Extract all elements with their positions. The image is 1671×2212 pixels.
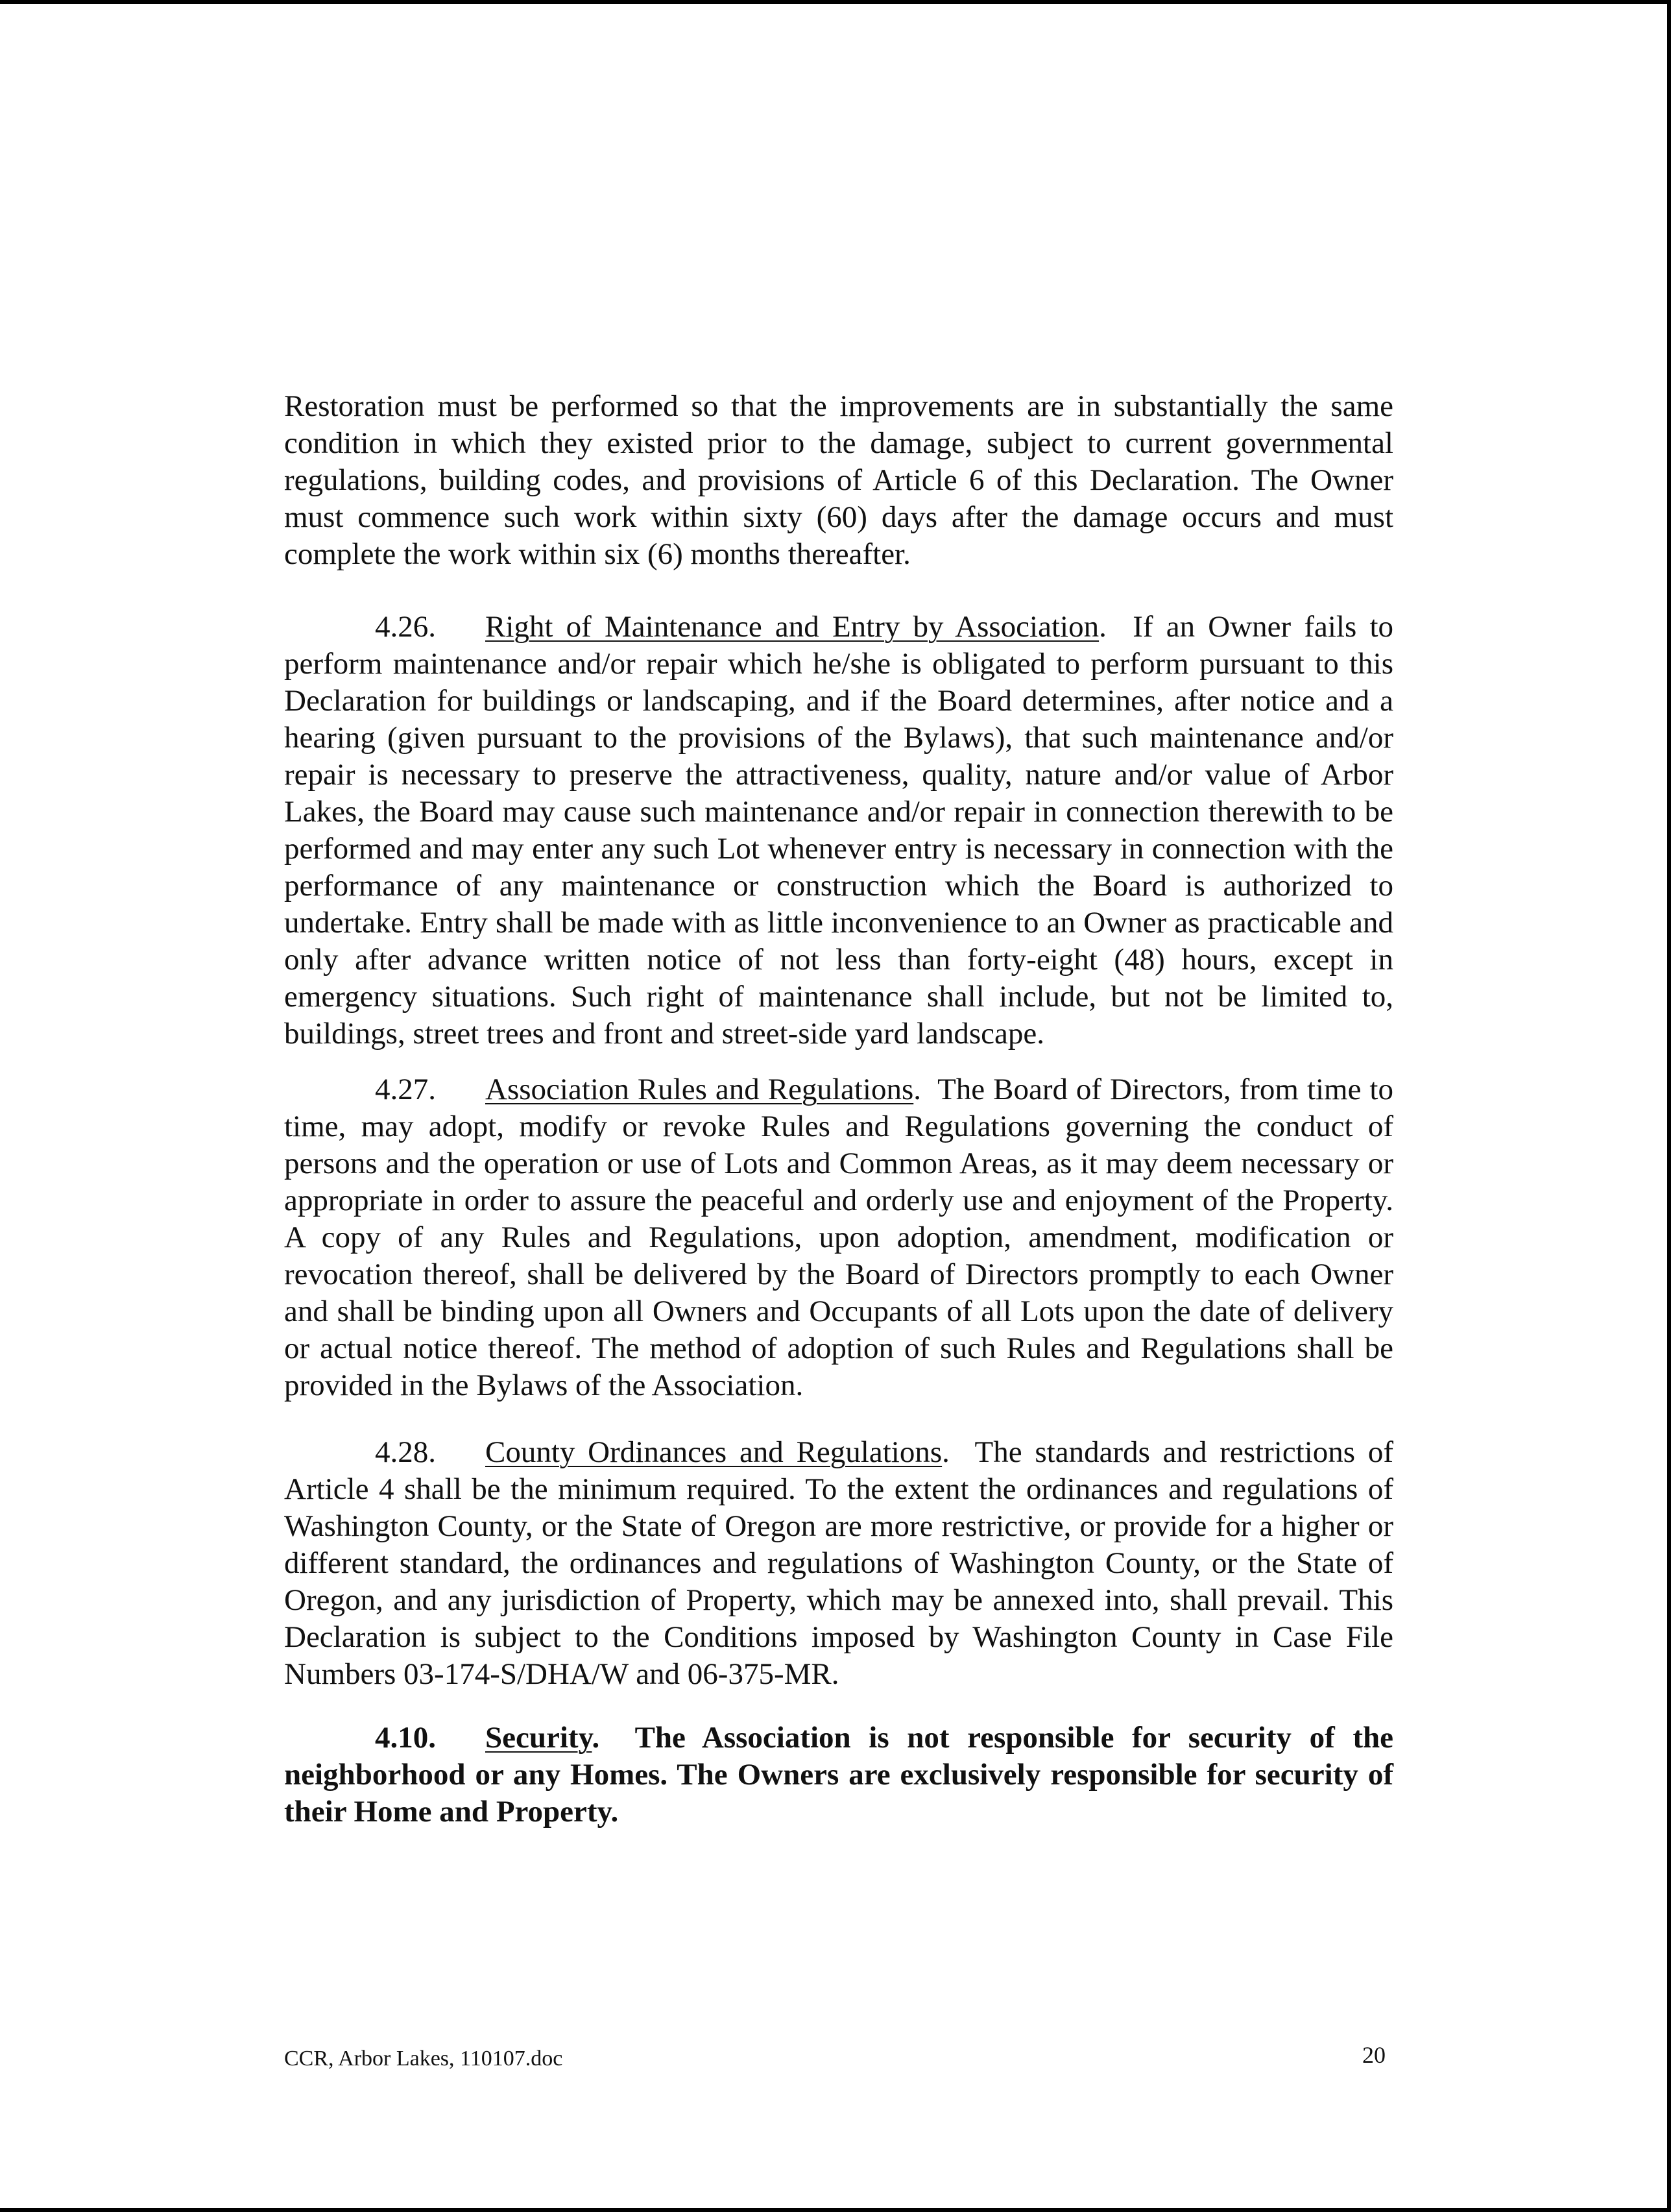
section-4-26: 4.26. Right of Maintenance and Entry by Association. If an Owner fails to perform maintenance and/or repair which he/she is obligated to perform pursuant to this Declaration for buildings or landscaping, and if the Board determines, after notice and a hearing (given pursuant to the provisions of the Bylaws), that such maintenance and/or repair is necessary to preserve the attractiveness, quality, nature and/or value of Arbor Lakes, the Board may cause such maintenance and/or repair in connection therewith to be performed and may enter any such Lot whenever entry is necessary in connection with the performance of any maintenance or construction which the Board is authorized to undertake. Entry shall be made with as little inconvenience to an Owner as practicable and only after advance written notice of not less than forty-eight (48) hours, except in emergency situations. Such right of maintenance shall include, but not be limited to, buildings, street trees and front and street-side yard landscape.	[284, 610, 1394, 1051]
section-body: The Board of Directors, from time to time, may adopt, modify or revoke Rules and Regulations governing the conduct of persons and the operation or use of Lots and Common Areas, as it may deem necessary or appropriate in order to assure the peaceful and orderly use and enjoyment of the Property. A copy of any Rules and Regulations, upon adoption, amendment, modification or revocation thereof, shall be delivered by the Board of Directors promptly to each Owner and shall be binding upon all Owners and Occupants of all Lots upon the date of delivery or actual notice thereof. The method of adoption of such Rules and Regulations shall be provided in the Bylaws of the Association.	[284, 1073, 1393, 1402]
section-4-27: 4.27. Association Rules and Regulations. The Board of Directors, from time to time, may adopt, modify or revoke Rules and Regulations governing the conduct of persons and the operation or use of Lots and Common Areas, as it may deem necessary or appropriate in order to assure the peaceful and orderly use and enjoyment of the Property. A copy of any Rules and Regulations, upon adoption, amendment, modification or revocation thereof, shall be delivered by the Board of Directors promptly to each Owner and shall be binding upon all Owners and Occupants of all Lots upon the date of delivery or actual notice thereof. The method of adoption of such Rules and Regulations shall be provided in the Bylaws of the Association.	[284, 1073, 1393, 1402]
section-heading: County Ordinances and Regulations	[485, 1435, 943, 1469]
section-heading: Right of Maintenance and Entry by Association	[485, 610, 1100, 644]
section-number: 4.10.	[375, 1721, 436, 1755]
section-4-10: 4.10. Security. The Association is not responsible for security of the neighborhood or any Homes. The Owners are exclusively responsible for security of their Home and Property.	[284, 1721, 1393, 1829]
section-body: If an Owner fails to perform maintenance and/or repair which he/she is obligated to perform pursuant to this Declaration for buildings or landscaping, and if the Board determines, after notice and a hearing (given pursuant to the provisions of the Bylaws), that such maintenance and/or repair is necessary to preserve the attractiveness, quality, nature and/or value of Arbor Lakes, the Board may cause such maintenance and/or repair in connection therewith to be performed and may enter any such Lot whenever entry is necessary in connection with the performance of any maintenance or construction which the Board is authorized to undertake. Entry shall be made with as little inconvenience to an Owner as practicable and only after advance written notice of not less than forty-eight (48) hours, except in emergency situations. Such right of maintenance shall include, but not be limited to, buildings, street trees and front and street-side yard landscape.	[284, 610, 1394, 1051]
section-number: 4.27.	[375, 1073, 436, 1106]
intro-paragraph: Restoration must be performed so that the improvements are in substantially the same condition in which they existed prior to the damage, subject to current governmental regulations, building codes, and provisions of Article 6 of this Declaration. The Owner must commence such work within sixty (60) days after the damage occurs and must complete the work within six (6) months thereafter.	[284, 389, 1393, 571]
section-body: The Association is not responsible for security of the neighborhood or any Homes. The Owners are exclusively responsible for security of their Home and Property.	[284, 1721, 1393, 1829]
section-number: 4.28.	[375, 1435, 436, 1469]
footer-filename: CCR, Arbor Lakes, 110107.doc	[284, 2047, 563, 2071]
section-heading: Security	[485, 1721, 592, 1755]
section-heading: Association Rules and Regulations	[485, 1073, 914, 1106]
section-4-28: 4.28. County Ordinances and Regulations. The standards and restrictions of Article 4 shall be the minimum required. To the extent the ordinances and regulations of Washington County, or the State of Oregon are more restrictive, or provide for a higher or different standard, the ordinances and regulations of Washington County, or the State of Oregon, and any jurisdiction of Property, which may be annexed into, shall prevail. This Declaration is subject to the Conditions imposed by Washington County in Case File Numbers 03-174-S/DHA/W and 06-375-MR.	[284, 1435, 1393, 1691]
section-number: 4.26.	[375, 610, 436, 644]
section-body: The standards and restrictions of Article 4 shall be the minimum required. To the extent the ordinances and regulations of Washington County, or the State of Oregon are more restrictive, or provide for a higher or different standard, the ordinances and regulations of Washington County, or the State of Oregon, and any jurisdiction of Property, which may be annexed into, shall prevail. This Declaration is subject to the Conditions imposed by Washington County in Case File Numbers 03-174-S/DHA/W and 06-375-MR.	[284, 1435, 1393, 1691]
page-number: 20	[1362, 2042, 1386, 2068]
